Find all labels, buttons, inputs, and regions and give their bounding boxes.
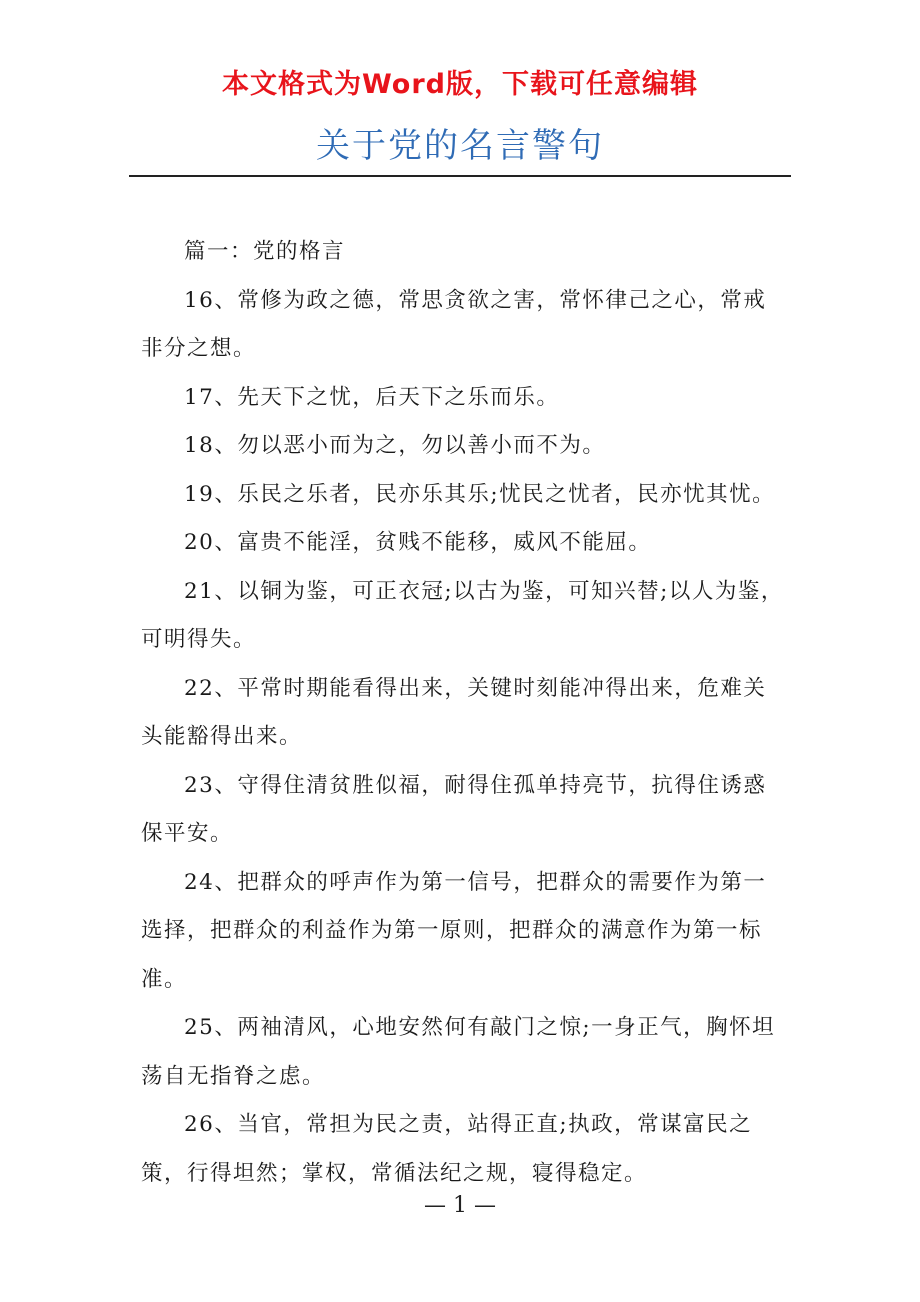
document-title: 关于党的名言警句 <box>316 126 604 166</box>
quote-paragraph: 16、常修为政之德，常思贪欲之害，常怀律己之心，常戒非分之想。 <box>141 287 767 361</box>
quote-paragraph: 18、勿以恶小而为之，勿以善小而不为。 <box>184 433 606 458</box>
quote-paragraph: 20、富贵不能淫，贫贱不能移，威风不能屈。 <box>184 530 652 555</box>
quote-paragraph: 24、把群众的呼声作为第一信号，把群众的需要作为第一选择，把群众的利益作为第一原则，把群众的满意作为第一标准。 <box>141 869 767 992</box>
quote-paragraph: 17、先天下之忧，后天下之乐而乐。 <box>184 384 560 410</box>
document-body <box>141 228 786 1198</box>
section-heading: 篇一：党的格言 <box>184 239 346 264</box>
quote-paragraph: 21、以铜为鉴，可正衣冠;以古为鉴，可知兴替;以人为鉴，可明得失。 <box>141 578 784 652</box>
quote-paragraph: 23、守得住清贫胜似福，耐得住孤单持亮节，抗得住诱惑保平安。 <box>141 772 767 846</box>
format-notice-banner: 本文格式为Word版，下载可任意编辑 <box>221 69 698 100</box>
page-number: — 1 — <box>424 1193 496 1218</box>
quote-paragraph: 19、乐民之乐者，民亦乐其乐;忧民之忧者，民亦忧其忧。 <box>184 481 776 507</box>
quote-paragraph: 22、平常时期能看得出来，关键时刻能冲得出来，危难关头能豁得出来。 <box>141 675 767 749</box>
title-divider <box>129 175 791 177</box>
quote-paragraph: 26、当官，常担为民之责，站得正直;执政，常谋富民之策，行得坦然；掌权，常循法纪之规，寝得稳定。 <box>141 1112 753 1186</box>
quote-paragraph: 25、两袖清风，心地安然何有敲门之惊;一身正气，胸怀坦荡自无指脊之虑。 <box>141 1015 776 1089</box>
